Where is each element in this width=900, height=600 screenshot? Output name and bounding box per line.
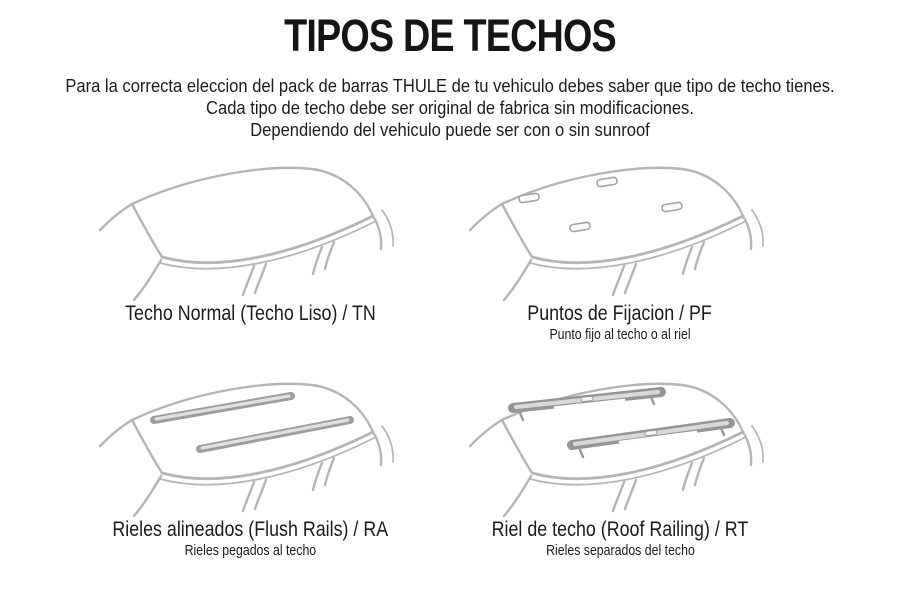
roof-type-card-ra: [55, 372, 445, 560]
roof-type-card-tn: [55, 156, 445, 326]
roof-type-card-pf: [425, 156, 815, 344]
page-title: TIPOS DE TECHOS: [284, 10, 616, 61]
roof-type-title-pf: Puntos de Fijacion / PF: [527, 302, 713, 325]
intro-line-3: Dependiendo del vehiculo puede ser con o sin sunroof: [250, 120, 650, 140]
roof-type-subtitle-pf: Punto fijo al techo o al riel: [549, 327, 691, 343]
roof-type-subtitle-ra: Rieles pegados al techo: [184, 543, 316, 559]
roof-type-title-tn: Techo Normal (Techo Liso) / TN: [124, 302, 376, 325]
roof-type-card-rt: [425, 372, 815, 560]
intro-line-2: Cada tipo de techo debe ser original de fabrica sin modificaciones.: [206, 98, 694, 118]
flush-rail-roof-illustration: [64, 372, 454, 518]
raised-rail-roof-illustration: [434, 372, 824, 518]
plain-roof-illustration: [64, 156, 454, 302]
intro-line-1: Para la correcta eleccion del pack de barras THULE de tu vehiculo debes saber que tipo de techo tienes.: [65, 76, 835, 96]
intro-text: [0, 75, 900, 141]
roof-type-title-rt: Riel de techo (Roof Railing) / RT: [491, 518, 749, 541]
roof-type-subtitle-rt: Rieles separados del techo: [545, 543, 695, 559]
fixpoint-roof-illustration: [434, 156, 824, 302]
roof-type-title-ra: Rieles alineados (Flush Rails) / RA: [112, 518, 388, 541]
